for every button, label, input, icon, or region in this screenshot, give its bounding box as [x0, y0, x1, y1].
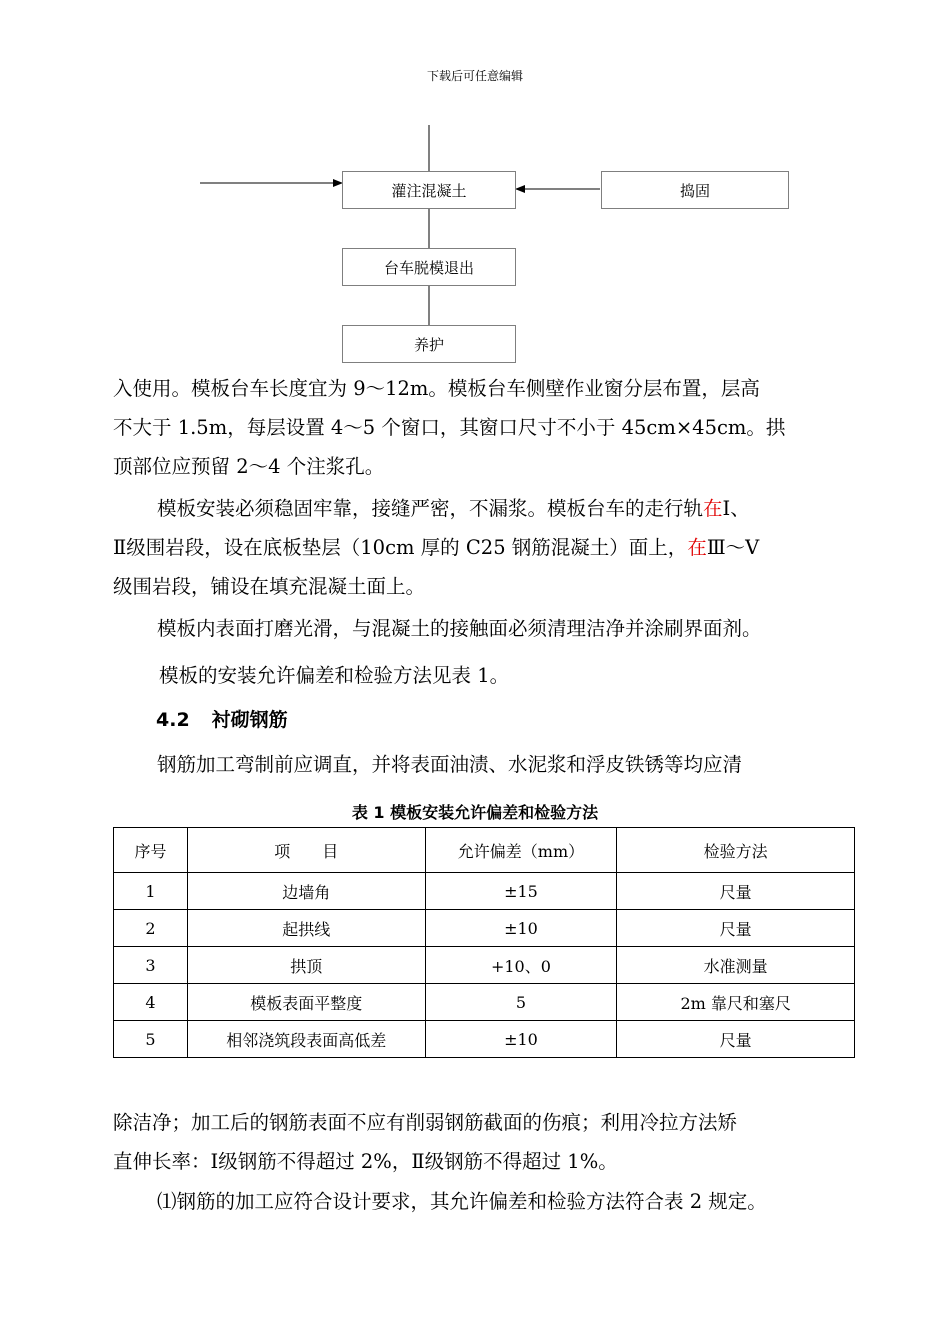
- table-row: [114, 984, 855, 1021]
- table-cell: 拱顶: [187, 947, 425, 984]
- text-run: 模板安装必须稳固牢靠，接缝严密，不漏浆。模板台车的走行轨: [157, 497, 704, 520]
- text-line: 模板内表面打磨光滑，与混凝土的接触面必须清理洁净并涂刷界面剂。: [157, 617, 762, 640]
- text-line: 顶部位应预留 2～4 个注浆孔。: [113, 455, 385, 478]
- text-line: [113, 528, 858, 567]
- paragraph-surface-treatment: [113, 609, 858, 648]
- text-line: 级围岩段，铺设在填充混凝土面上。: [113, 575, 426, 598]
- table-cell: 尺量: [617, 1021, 855, 1058]
- table-cell: 2: [114, 910, 188, 947]
- text-line: 钢筋加工弯制前应调直，并将表面油渍、水泥浆和浮皮铁锈等均应清: [157, 753, 743, 776]
- table-header-cell: 允许偏差（mm）: [425, 828, 617, 873]
- table-row: [114, 873, 855, 910]
- paragraph-rebar-cleaning: [113, 1103, 858, 1181]
- table-row: [114, 910, 855, 947]
- text-line: 直伸长率：Ⅰ级钢筋不得超过 2%，Ⅱ级钢筋不得超过 1%。: [113, 1150, 618, 1173]
- paragraph-table-reference: [113, 656, 858, 695]
- table-cell: 3: [114, 947, 188, 984]
- flow-box-demold: 台车脱模退出: [342, 248, 516, 286]
- table-cell: 相邻浇筑段表面高低差: [187, 1021, 425, 1058]
- highlight-text: 在: [687, 536, 707, 559]
- paragraph-rebar-processing: [113, 745, 858, 784]
- tolerance-table: [113, 827, 855, 1058]
- text-run: Ⅰ、: [722, 497, 750, 520]
- table-cell: 1: [114, 873, 188, 910]
- section-title: 衬砌钢筋: [211, 709, 288, 731]
- table-cell: 4: [114, 984, 188, 1021]
- table-caption: 表 1 模板安装允许偏差和检验方法: [351, 803, 599, 822]
- paragraph-formwork-installation: [113, 489, 858, 606]
- text-line: 模板的安装允许偏差和检验方法见表 1。: [159, 664, 510, 687]
- table-cell: 边墙角: [187, 873, 425, 910]
- text-line: 入使用。模板台车长度宜为 9～12m。模板台车侧壁作业窗分层布置，层高: [113, 377, 760, 400]
- text-run: Ⅲ～Ⅴ: [706, 536, 760, 559]
- table-cell: 5: [114, 1021, 188, 1058]
- highlight-text: 在: [703, 497, 723, 520]
- table-row: [114, 1021, 855, 1058]
- table-cell: +10、0: [425, 947, 617, 984]
- table-cell: 尺量: [617, 910, 855, 947]
- flow-box-pour-concrete: 灌注混凝土: [342, 171, 516, 209]
- paragraph-formwork-trolley: [113, 369, 858, 486]
- table-header-cell: 项 目: [187, 828, 425, 873]
- watermark-text: 下载后可任意编辑: [426, 69, 523, 83]
- table-header-cell: 序号: [114, 828, 188, 873]
- table-cell: 起拱线: [187, 910, 425, 947]
- table-cell: 水准测量: [617, 947, 855, 984]
- text-line: [113, 489, 858, 528]
- table-cell: ±10: [425, 1021, 617, 1058]
- flow-box-tamp: 捣固: [601, 171, 789, 209]
- table-cell: ±15: [425, 873, 617, 910]
- paragraph-rebar-requirements: [113, 1182, 858, 1221]
- table-cell: ±10: [425, 910, 617, 947]
- text-line: ⑴钢筋的加工应符合设计要求，其允许偏差和检验方法符合表 2 规定。: [157, 1190, 767, 1213]
- table-row: [114, 947, 855, 984]
- table-cell: 2m 靠尺和塞尺: [617, 984, 855, 1021]
- flow-box-cure: 养护: [342, 325, 516, 363]
- text-run: Ⅱ级围岩段，设在底板垫层（10cm 厚的 C25 钢筋混凝土）面上，: [113, 536, 688, 559]
- section-heading: [156, 705, 288, 732]
- table-header-cell: 检验方法: [617, 828, 855, 873]
- table-cell: 尺量: [617, 873, 855, 910]
- table-cell: 5: [425, 984, 617, 1021]
- text-line: 除洁净；加工后的钢筋表面不应有削弱钢筋截面的伤痕；利用冷拉方法矫: [113, 1111, 738, 1134]
- text-line: 不大于 1.5m，每层设置 4～5 个窗口，其窗口尺寸不小于 45cm×45cm。拱: [113, 416, 786, 439]
- section-number: 4.2: [156, 709, 190, 731]
- table-header-row: [114, 828, 855, 873]
- table-cell: 模板表面平整度: [187, 984, 425, 1021]
